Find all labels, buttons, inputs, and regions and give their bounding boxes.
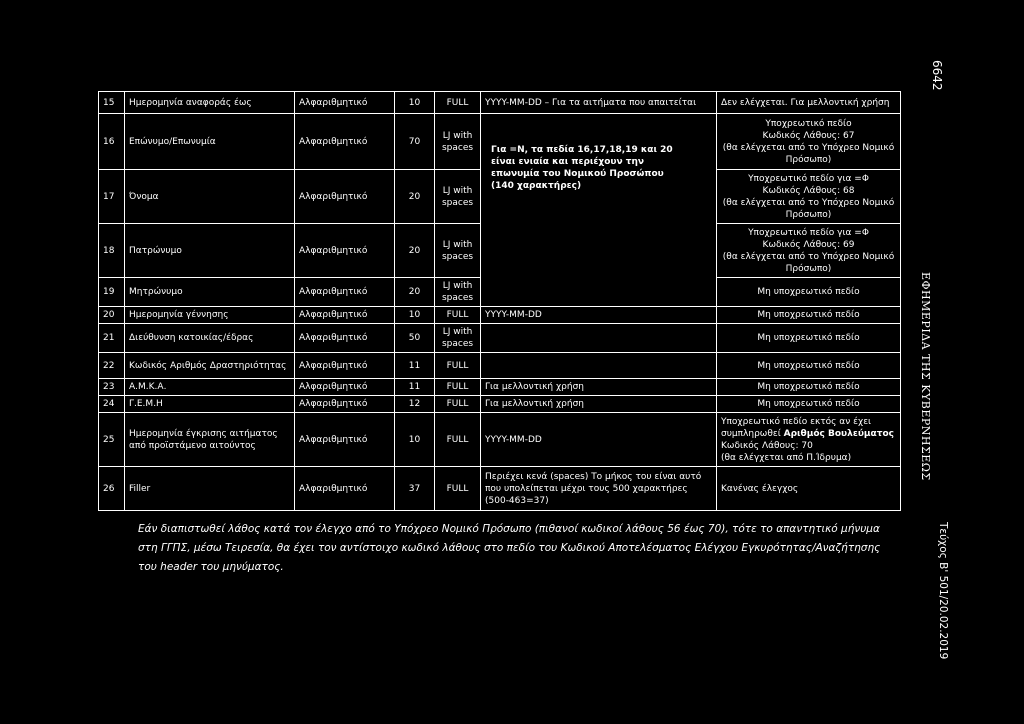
field-fill: LJ with spaces [435, 170, 481, 224]
table-row [99, 324, 901, 353]
row-number: 25 [99, 413, 125, 467]
table-row [99, 92, 901, 114]
field-format [481, 324, 717, 353]
field-fill: FULL [435, 396, 481, 413]
field-name: Επώνυμο/Επωνυμία [125, 114, 295, 170]
field-type: Αλφαριθμητικό [295, 92, 395, 114]
field-check: Μη υποχρεωτικό πεδίο [717, 396, 901, 413]
row-number: 20 [99, 307, 125, 324]
field-fill: FULL [435, 413, 481, 467]
field-check: Υποχρεωτικό πεδίο Κωδικός Λάθους: 67 (θα ελέγχεται από το Υπόχρεο Νομικό Πρόσωπο) [717, 114, 901, 170]
field-fill: LJ with spaces [435, 324, 481, 353]
field-fill: LJ with spaces [435, 278, 481, 307]
field-length: 10 [395, 413, 435, 467]
row-number: 18 [99, 224, 125, 278]
field-fill: LJ with spaces [435, 224, 481, 278]
field-length: 50 [395, 324, 435, 353]
field-type: Αλφαριθμητικό [295, 379, 395, 396]
field-name: Μητρώνυμο [125, 278, 295, 307]
field-fill: FULL [435, 307, 481, 324]
field-check: Υποχρεωτικό πεδίο για =Φ Κωδικός Λάθους: 68 (θα ελέγχεται από το Υπόχρεο Νομικό Πρόσωπο) [717, 170, 901, 224]
field-type: Αλφαριθμητικό [295, 467, 395, 511]
table-row [99, 396, 901, 413]
field-type: Αλφαριθμητικό [295, 114, 395, 170]
field-length: 10 [395, 307, 435, 324]
field-format: YYYY-MM-DD – Για τα αιτήματα που απαιτείται [481, 92, 717, 114]
field-type: Αλφαριθμητικό [295, 353, 395, 379]
field-fill: LJ with spaces [435, 114, 481, 170]
table-row [99, 353, 901, 379]
table-row [99, 307, 901, 324]
row-number: 24 [99, 396, 125, 413]
field-type: Αλφαριθμητικό [295, 396, 395, 413]
table-row [99, 413, 901, 467]
field-length: 10 [395, 92, 435, 114]
footnote: Εάν διαπιστωθεί λάθος κατά τον έλεγχο από το Υπόχρεο Νομικό Πρόσωπο (πιθανοί κωδικοί λάθους 56 έως 70), τότε το απαντητικό μήνυμα στη ΓΓΠΣ, μέσω Τειρεσία, θα έχει τον αντίστοιχο κωδικό λάθους στο πεδίο του Κωδικού Αποτελέσματος Ελέγχου Εγκυρότητας/Αναζήτησης του header του μηνύματος. [138, 523, 881, 573]
field-name: Ημερομηνία έγκρισης αιτήματος από προϊστάμενο αιτούντος [125, 413, 295, 467]
field-format: Περιέχει κενά (spaces) Το μήκος του είναι αυτό που υπολείπεται μέχρι τους 500 χαρακτήρες (500-463=37) [481, 467, 717, 511]
field-check: Κανένας έλεγχος [717, 467, 901, 511]
row-number: 17 [99, 170, 125, 224]
field-name: Όνομα [125, 170, 295, 224]
field-name: Α.Μ.Κ.Α. [125, 379, 295, 396]
field-length: 20 [395, 278, 435, 307]
field-name: Κωδικός Αριθμός Δραστηριότητας [125, 353, 295, 379]
field-name: Ημερομηνία αναφοράς έως [125, 92, 295, 114]
field-check: Μη υποχρεωτικό πεδίο [717, 307, 901, 324]
field-type: Αλφαριθμητικό [295, 307, 395, 324]
field-length: 70 [395, 114, 435, 170]
field-fill: FULL [435, 353, 481, 379]
field-type: Αλφαριθμητικό [295, 324, 395, 353]
field-check: Μη υποχρεωτικό πεδίο [717, 353, 901, 379]
field-format: YYYY-MM-DD [481, 413, 717, 467]
field-length: 12 [395, 396, 435, 413]
table-row [99, 114, 901, 170]
table-row [99, 379, 901, 396]
field-length: 11 [395, 353, 435, 379]
field-format: Για μελλοντική χρήση [481, 396, 717, 413]
field-type: Αλφαριθμητικό [295, 413, 395, 467]
row-number: 26 [99, 467, 125, 511]
field-length: 20 [395, 170, 435, 224]
field-name: Ημερομηνία γέννησης [125, 307, 295, 324]
field-length: 20 [395, 224, 435, 278]
field-type: Αλφαριθμητικό [295, 170, 395, 224]
check-bold-text: Αριθμός Βουλεύματος [783, 428, 894, 439]
field-length: 11 [395, 379, 435, 396]
field-check: Μη υποχρεωτικό πεδίο [717, 379, 901, 396]
field-type: Αλφαριθμητικό [295, 224, 395, 278]
table-row [99, 467, 901, 511]
field-fill: FULL [435, 92, 481, 114]
page-number: 6642 [930, 60, 944, 91]
field-check [717, 413, 901, 467]
field-name: Filler [125, 467, 295, 511]
row-number: 21 [99, 324, 125, 353]
row-number: 23 [99, 379, 125, 396]
field-check: Μη υποχρεωτικό πεδίο [717, 278, 901, 307]
row-number: 19 [99, 278, 125, 307]
field-specification-table [98, 91, 901, 511]
field-format: YYYY-MM-DD [481, 307, 717, 324]
check-text: Υποχρεωτικό πεδίο εκτός αν έχει συμπληρωθεί [721, 416, 872, 439]
field-format: Για =N, τα πεδία 16,17,18,19 και 20 είναι ενιαία και περιέχουν την επωνυμία του Νομικού Προσώπου (140 χαρακτήρες) [481, 114, 717, 307]
field-format [481, 353, 717, 379]
field-fill: FULL [435, 379, 481, 396]
field-fill: FULL [435, 467, 481, 511]
issue-info: Τεύχος B' 501/20.02.2019 [937, 522, 949, 660]
row-number: 16 [99, 114, 125, 170]
check-text-continued: Κωδικός Λάθους: 70 (θα ελέγχεται από Π.Ίδρυμα) [721, 440, 852, 463]
gazette-title: ΕΦΗΜΕΡΙΔΑ ΤΗΣ ΚΥΒΕΡΝΗΣΕΩΣ [919, 272, 932, 481]
field-check: Υποχρεωτικό πεδίο για =Φ Κωδικός Λάθους: 69 (θα ελέγχεται από το Υπόχρεο Νομικό Πρόσωπο) [717, 224, 901, 278]
field-name: Πατρώνυμο [125, 224, 295, 278]
row-number: 22 [99, 353, 125, 379]
field-length: 37 [395, 467, 435, 511]
field-name: Γ.Ε.Μ.Η [125, 396, 295, 413]
field-name: Διεύθυνση κατοικίας/έδρας [125, 324, 295, 353]
field-format: Για μελλοντική χρήση [481, 379, 717, 396]
row-number: 15 [99, 92, 125, 114]
field-check: Δεν ελέγχεται. Για μελλοντική χρήση [717, 92, 901, 114]
field-type: Αλφαριθμητικό [295, 278, 395, 307]
field-check: Μη υποχρεωτικό πεδίο [717, 324, 901, 353]
